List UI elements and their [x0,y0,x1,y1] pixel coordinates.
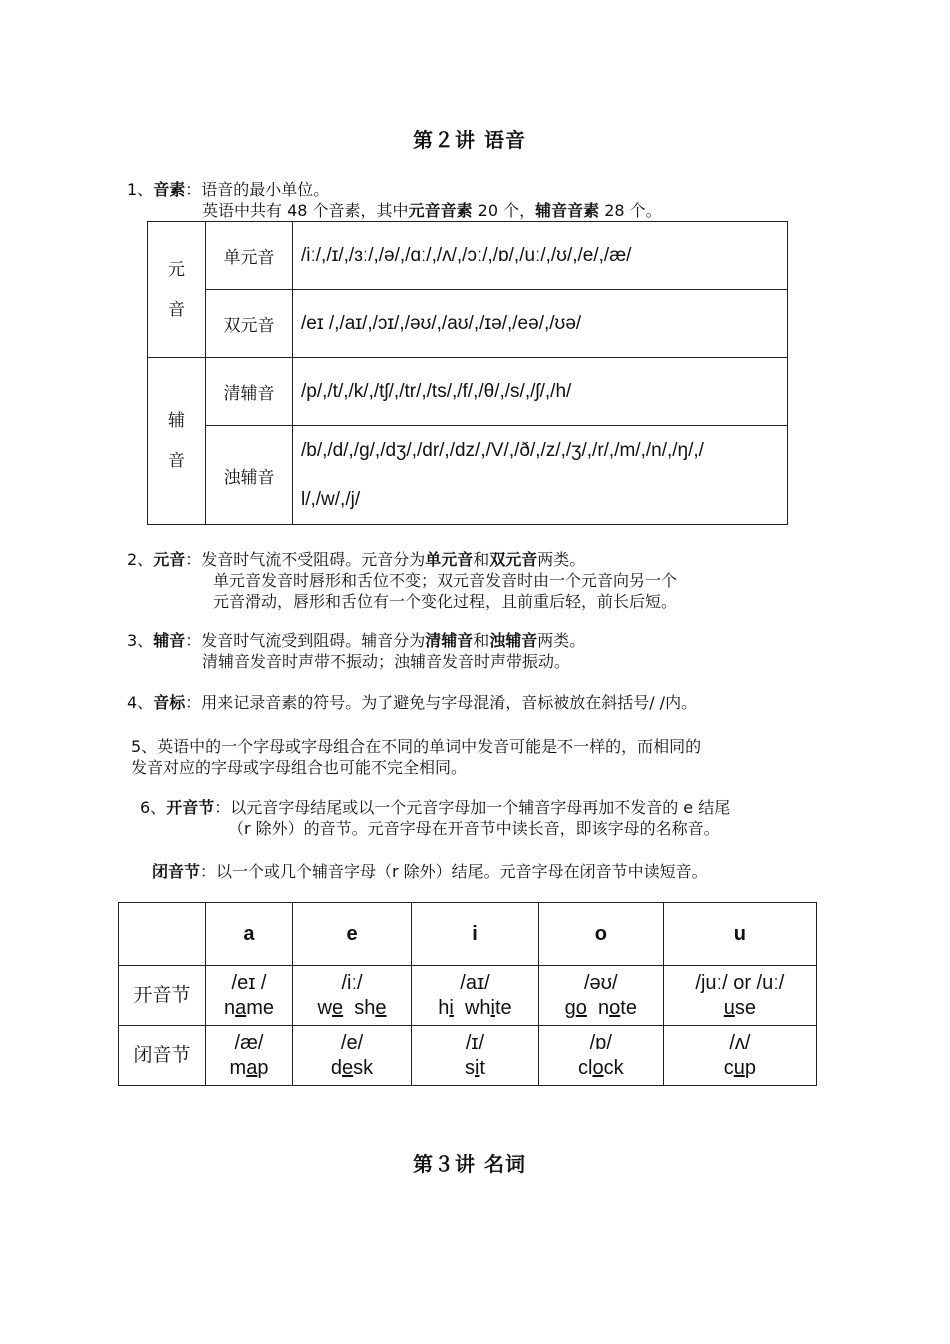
example-word: we she [317,996,387,1019]
example-word: map [229,1056,269,1079]
section-2-line-3: 元音滑动，唇形和舌位有一个变化过程，且前重后轻，前长后短。 [213,592,678,611]
section-2-line-2: 单元音发音时唇形和舌位不变；双元音发音时由一个元音向另一个 [213,571,678,590]
text: 20 个， [472,201,536,220]
term-phoneme: 音素 [153,180,186,199]
row-value: /eɪ /,/aɪ/,/ɔɪ/,/əʊ/,/aʊ/,/ɪə/,/eə/,/ʊə/ [293,290,788,358]
term-vowel: 元音 [153,550,186,569]
section-2-line-1 [127,549,585,570]
row-label: 浊辅音 [206,426,293,525]
syllable-cell [663,1026,816,1086]
lecture-3-title: 第３讲 名词 [413,1152,526,1176]
syllable-cell [538,1026,663,1086]
section-6-line-2: （r 除外）的音节。元音字母在开音节中读长音，即该字母的名称音。 [228,819,720,838]
table-row [148,222,788,290]
syllable-cell [663,966,816,1026]
value-line: l/,/w/,/j/ [301,489,361,510]
section-number: 3、 [127,631,154,650]
term-consonant-phoneme: 辅音音素 [535,201,600,220]
definition: ：用来记录音素的符号。为了避免与字母混淆，音标被放在斜括号/ /内。 [185,693,698,712]
example-word: go note [564,996,637,1019]
ipa: /əʊ/ [584,971,618,994]
text: ：发音时气流不受阻碍。元音分为 [185,550,426,569]
section-number: 4、 [127,693,154,712]
text: 英语中共有 48 个音素，其中 [202,201,409,220]
phoneme-table [147,221,788,525]
vowel-group-cell [148,222,206,358]
row-value [293,426,788,525]
term-vowel-phoneme: 元音音素 [408,201,473,220]
row-value: /p/,/t/,/k/,/tʃ/,/tr/,/ts/,/f/,/θ/,/s/,/ʃ/,/h/ [293,358,788,426]
term-closed-syllable: 闭音节 [152,862,201,881]
text: 28 个。 [599,201,662,220]
example-word: cup [723,1056,756,1079]
open-syllable-row [119,966,817,1026]
text: 和 [473,631,490,650]
section-number: 2、 [127,550,154,569]
definition: ：以一个或几个辅音字母（r 除外）结尾。元音字母在闭音节中读短音。 [200,862,708,881]
row-label: 清辅音 [206,358,293,426]
row-label: 闭音节 [119,1026,206,1086]
value-line: /b/,/d/,/g/,/dʒ/,/dr/,/dz/,/V/,/ð/,/z/,/ʒ/,/r/,/m/,/n/,/ŋ/,/ [301,440,704,461]
term-diphthong: 双元音 [489,550,538,569]
corner-cell [119,903,206,966]
group-label-char: 元 [168,259,185,280]
ipa: /aɪ/ [460,971,490,994]
group-label-char: 辅 [168,411,185,431]
syllable-cell [292,966,411,1026]
row-label: 单元音 [206,222,293,290]
section-5-line-2: 发音对应的字母或字母组合也可能不完全相同。 [131,758,468,777]
text: 两类。 [537,631,586,650]
section-1-line-1 [127,179,329,200]
term-consonant: 辅音 [153,631,186,650]
syllable-cell [412,966,539,1026]
header-row [119,903,817,966]
group-label-char: 音 [168,299,185,320]
section-3-line-1 [127,630,585,651]
ipa: /juː/ or /uː/ [695,971,785,994]
letter-header: e [292,903,411,966]
section-number: 6、 [140,798,167,817]
example-word: desk [330,1056,374,1079]
syllable-table [118,902,817,1086]
text: ：发音时气流受到阻碍。辅音分为 [185,631,426,650]
syllable-cell [412,1026,539,1086]
term-open-syllable: 开音节 [166,798,215,817]
definition: ：语音的最小单位。 [185,180,330,199]
definition: ：以元音字母结尾或以一个元音字母加一个辅音字母再加不发音的 e 结尾 [214,798,731,817]
section-1-line-2 [202,200,662,221]
example-word: hi white [438,996,512,1019]
table-row [148,290,788,358]
section-4-line-1 [127,692,697,713]
term-voiceless: 清辅音 [425,631,474,650]
text: 两类。 [537,550,586,569]
term-voiced: 浊辅音 [489,631,538,650]
syllable-cell [292,1026,411,1086]
letter-header: o [538,903,663,966]
example-word: use [723,996,756,1019]
letter-header: a [206,903,293,966]
ipa: /ʌ/ [729,1031,751,1054]
example-word: name [223,996,274,1019]
term-monophthong: 单元音 [425,550,474,569]
letter-header: i [412,903,539,966]
row-value: /iː/,/ɪ/,/ɜː/,/ə/,/ɑː/,/ʌ/,/ɔː/,/ɒ/,/uː/,/ʊ/,/e/,/æ/ [293,222,788,290]
group-label-char: 音 [168,451,185,471]
term-phonetic-symbol: 音标 [153,693,186,712]
ipa: /eɪ / [231,971,267,994]
text: 和 [473,550,490,569]
syllable-cell [538,966,663,1026]
syllable-cell [206,1026,293,1086]
letter-header: u [663,903,816,966]
table-row [148,358,788,426]
syllable-cell [206,966,293,1026]
table-row [148,426,788,525]
closed-syllable-line [152,861,708,882]
ipa: /æ/ [234,1031,264,1054]
ipa: /ɪ/ [465,1031,485,1054]
row-label: 开音节 [119,966,206,1026]
ipa: /e/ [340,1031,364,1054]
section-3-line-2: 清辅音发音时声带不振动；浊辅音发音时声带振动。 [202,652,571,671]
example-word: sit [464,1056,485,1079]
ipa: /ɒ/ [589,1031,612,1054]
example-word: clock [578,1056,624,1079]
section-6-line-1 [140,797,730,818]
ipa: /iː/ [341,971,363,994]
section-number: 1、 [127,180,154,199]
lecture-2-title: 第２讲 语音 [413,128,526,152]
row-label: 双元音 [206,290,293,358]
consonant-group-cell [148,358,206,525]
section-5-line-1: 5、英语中的一个字母或字母组合在不同的单词中发音可能是不一样的，而相同的 [131,737,702,756]
closed-syllable-row [119,1026,817,1086]
